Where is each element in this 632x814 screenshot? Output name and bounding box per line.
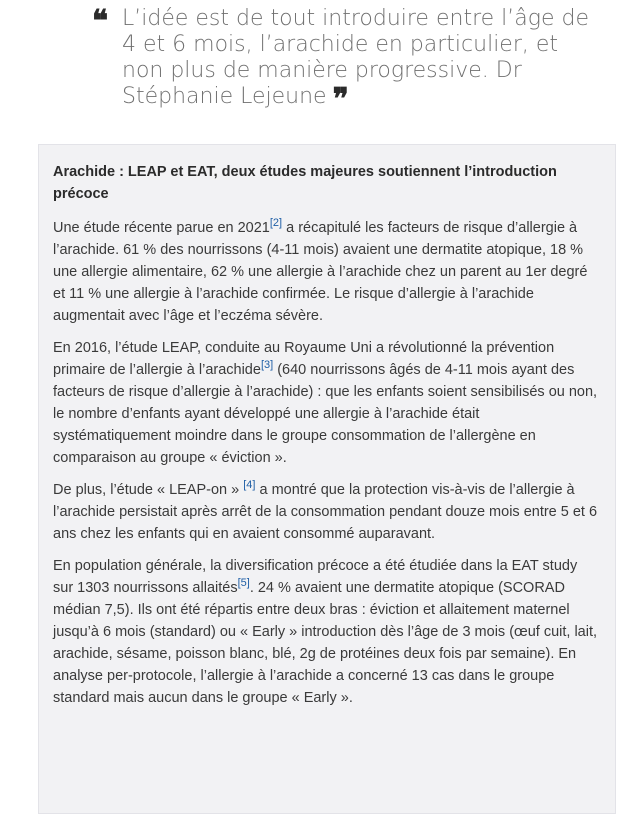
open-quote-icon: ❝ xyxy=(92,4,109,39)
reference-link-4[interactable]: [4] xyxy=(243,479,256,492)
paragraph-2-text-b: (640 nourrissons âgés de 4-11 mois ayant des facteurs de risque d’allergie à l’arachide) : que les enfants soient sensibilisés ou non, le nombre d’enfants ayant développé une allergie à l’arachide était systématiquement moindre dans le groupe consommation de l’allergène en comparaison au groupe « éviction ». xyxy=(53,362,598,466)
pull-quote xyxy=(92,4,592,117)
paragraph-1 xyxy=(53,217,601,327)
paragraph-1-text-b: a récapitulé les facteurs de risque d’allergie à l’arachide. 61 % des nourrissons (4-11 mois) avaient une dermatite atopique, 18 % une allergie alimentaire, 62 % une allergie à l’arachide chez un parent au 1er degré et 11 % une allergie à l’arachide confirmée. Le risque d’allergie à l’arachide augmentait avec l’âge et l’eczéma sévère. xyxy=(53,220,588,324)
paragraph-2-text-a: En 2016, l’étude LEAP, conduite au Royaume Uni a révolutionné la prévention primaire de l’allergie à l’arachide xyxy=(53,340,555,378)
info-box-content xyxy=(39,145,615,709)
reference-link-3[interactable]: [3] xyxy=(260,359,274,372)
pull-quote-text: L’idée est de tout introduire entre l’âge de 4 et 6 mois, l’arachide en particulier, et non plus de manière progressive. Dr Stéphanie Lejeune xyxy=(122,6,589,109)
paragraph-4 xyxy=(53,555,601,709)
info-box-title: Arachide : LEAP et EAT, deux études majeures soutiennent l’introduction précoce xyxy=(53,164,557,202)
paragraph-3 xyxy=(53,479,601,545)
close-quote-icon: ❞ xyxy=(332,82,349,117)
paragraph-3-text-a: De plus, l’étude « LEAP-on » xyxy=(53,482,244,498)
paragraph-2 xyxy=(53,337,601,469)
paragraph-1-text-a: Une étude récente parue en 2021 xyxy=(53,220,270,236)
paragraph-4-text-b: . 24 % avaient une dermatite atopique (SCORAD médian 7,5). Ils ont été répartis entre deux bras : éviction et allaitement maternel jusqu’à 6 mois (standard) ou « Early » introduction dès l’âge de 3 mois (œuf cuit, lait, arachide, sésame, poisson blanc, blé, 2g de protéines deux fois par semaine). En analyse per-protocole, l’allergie à l’arachide a concerné 13 cas dans le groupe standard mais aucun dans le groupe « Early ». xyxy=(53,580,598,706)
reference-link-5[interactable]: [5] xyxy=(237,577,250,590)
info-box xyxy=(38,144,616,814)
pull-quote-text-block xyxy=(92,6,592,117)
paragraph-4-text-a: En population générale, la diversification précoce a été étudiée dans la EAT study sur 1303 nourrissons allaités xyxy=(53,558,578,596)
paragraph-3-text-b: a montré que la protection vis-à-vis de l’allergie à l’arachide persistait après arrêt de la consommation pendant douze mois entre 5 et 6 ans chez les enfants qui en avaient consommé auparavant. xyxy=(53,482,598,542)
reference-link-2[interactable]: [2] xyxy=(269,217,283,230)
